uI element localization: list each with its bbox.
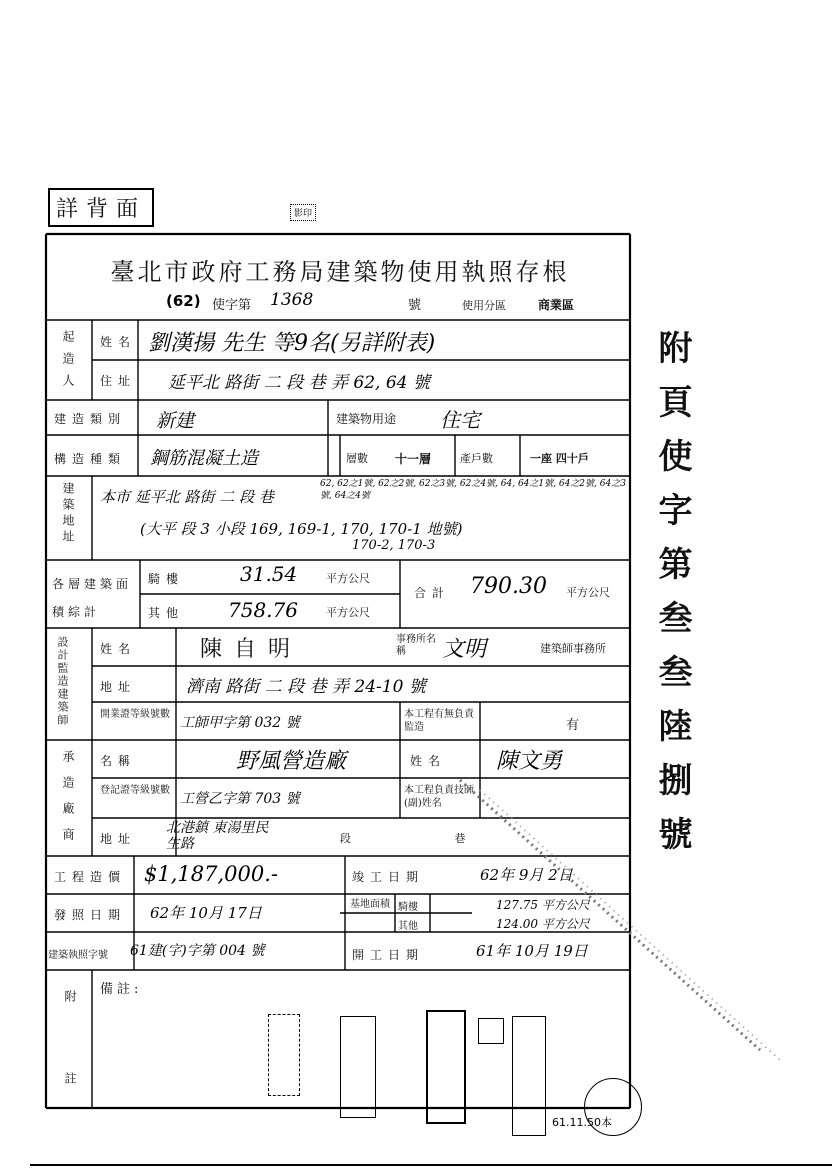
builder-group-label: 起造人 [61,330,75,396]
detail-back-tag: 詳背面 [48,188,154,227]
structure-value: 鋼筋混凝土造 [150,448,258,469]
builder-name-label: 姓名 [100,335,137,349]
license-value: 工師甲字第 032 號 [180,715,300,731]
category-label: 建造類別 [54,412,127,426]
base-arcade-label: 騎樓 [398,902,418,913]
contractor-name-value: 野風營造廠 [236,749,347,774]
office-suffix: 建築師事務所 [540,642,606,655]
base-label: 基地面積 [350,899,390,910]
floors-label: 層數 [346,452,368,465]
supervise-label: 本工程有無負責監造 [404,709,474,733]
designer-name-label: 姓名 [100,642,137,656]
remarks-side-label: 附註 [63,990,77,1154]
designer-address-label: 地址 [100,680,137,694]
cost-value: $1,187,000.- [144,862,279,886]
site-label: 建築地址 [61,482,75,546]
remarks-label: 備註: [100,982,143,997]
other-value: 758.76 [228,598,298,622]
area-label: 各層建築面積綜計 [52,577,133,619]
other-label: 其他 [148,606,185,620]
serial-type: 使字第 [212,298,252,313]
cost-label: 工程造價 [54,870,127,884]
contractor-name-label: 名稱 [100,754,137,768]
contractor-person-label: 姓名 [410,754,447,768]
arcade-value: 31.54 [240,562,298,586]
category-value: 新建 [156,410,195,432]
start-value: 61年 10月 19日 [476,942,588,960]
side-annotation: 附頁使字第叁叁陸捌號 [652,330,692,870]
total-label: 合計 [414,586,451,600]
permit-value: 61建(字)字第 004 號 [130,943,265,959]
other-unit: 平方公尺 [326,606,370,619]
copy-mark: 影印 [290,204,316,221]
use-value: 住宅 [440,408,480,432]
finish-label: 竣工日期 [352,870,425,884]
designer-group-label: 設計監造建築師 [56,636,69,727]
households-label: 產戶數 [460,452,493,465]
designer-name-value: 陳自明 [200,637,303,662]
base-arcade-value: 127.75 平方公尺 [496,898,590,912]
form-title: 臺北市政府工務局建築物使用執照存根 [110,258,570,286]
use-district-value: 商業區 [538,298,575,312]
contractor-address-label: 地址 [100,832,137,846]
contractor-person-value: 陳文勇 [496,749,563,774]
registration-value: 工營乙字第 703 號 [180,791,300,807]
total-value: 790.30 [470,574,547,599]
supervise-value: 有 [566,718,580,733]
use-district-label: 使用分區 [462,299,506,312]
arcade-label: 騎樓 [148,572,185,586]
arcade-unit: 平方公尺 [326,572,370,585]
permit-label: 建築執照字號 [48,950,108,961]
start-label: 開工日期 [352,948,425,962]
site-line3: 170-2, 170-3 [352,538,436,553]
contractor-address-value: 北港鎮 東湯里民生路 [166,820,269,852]
issue-label: 發照日期 [54,908,127,922]
license-label: 開業證等級號數 [100,709,170,720]
site-numbers: 62, 62之1號, 62之2號, 62之3號, 62之4號, 64, 64之1號, 64之2號, 64之3號, 64之4號 [320,479,626,501]
footer-date-stamp: 61.11.50本 [552,1116,612,1129]
contractor-group-label: 承造廠商 [61,750,75,854]
serial-number: 1368 [270,290,314,310]
registration-label: 登記證等級號數 [100,785,170,796]
office-value: 文明 [442,637,487,662]
builder-name-value: 劉漢揚 先生 等9名(另詳附表) [148,331,436,356]
office-label: 事務所名稱 [396,634,436,657]
finish-value: 62年 9月 2日 [480,866,573,884]
contractor-address-suffix: 段 巷 [340,832,516,845]
engineer-label: 本工程負責技師(副)姓名 [404,785,474,809]
households-value: 一座 四十戶 [530,452,589,465]
floors-value: 十一層 [395,452,432,466]
total-unit: 平方公尺 [566,586,610,599]
builder-address-label: 住址 [100,374,137,388]
site-line2: (大平 段 3 小段 169, 169-1, 170, 170-1 地號) [140,520,463,538]
base-other-value: 124.00 平方公尺 [496,917,590,931]
builder-address-value: 延平北 路街 二 段 巷 弄 62, 64 號 [168,373,430,393]
base-other-label: 其他 [398,921,418,932]
issue-value: 62年 10月 17日 [150,904,262,922]
designer-address-value: 濟南 路街 二 段 巷 弄 24-10 號 [186,677,426,697]
serial-prefix: (62) [166,292,201,310]
use-label: 建築物用途 [336,412,397,426]
structure-label: 構造種類 [54,452,127,466]
site-line1: 本市 延平北 路街 二 段 巷 [100,488,274,506]
serial-suffix: 號 [408,298,422,313]
